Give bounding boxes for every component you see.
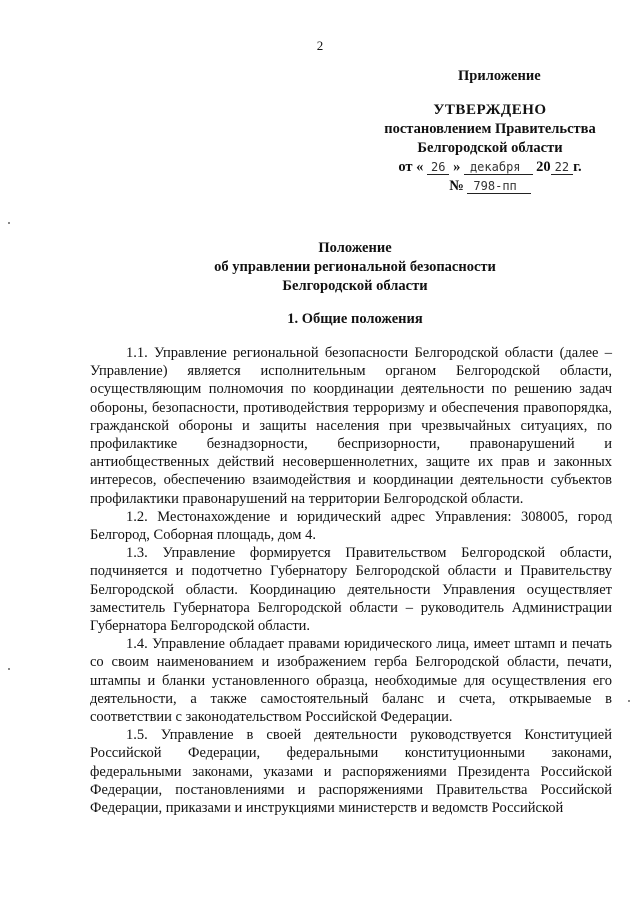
number-prefix: №	[449, 178, 464, 194]
approval-number	[370, 177, 610, 196]
date-year-end: г.	[573, 159, 582, 175]
scan-speck	[628, 700, 630, 702]
title-line-2: об управлении региональной безопасности	[214, 259, 496, 275]
scan-speck	[8, 222, 10, 224]
approval-line-1: постановлением Правительства	[384, 121, 596, 137]
paragraph-1-5: 1.5. Управление в своей деятельности руководствуется Конституцией Российской Федерации, федеральными конституционными законами, федеральными законами, указами и распоряжениями Президента Российской Федерации, постановлениями и распоряжениями Правительства Российской Федерации, приказами и инструкциями министерств и ведомств Российской	[90, 727, 612, 817]
date-prefix: от «	[398, 159, 424, 175]
scan-speck	[8, 668, 10, 670]
date-year-suffix: 22	[551, 160, 573, 175]
date-mid: »	[453, 159, 461, 175]
document-body	[90, 344, 612, 817]
page-number: 2	[316, 38, 324, 53]
date-month: декабря	[464, 160, 533, 175]
approval-date	[370, 158, 610, 177]
title-line-1: Положение	[318, 240, 392, 256]
approval-block	[370, 101, 610, 196]
section-title: 1. Общие положения	[287, 311, 423, 327]
document-title	[0, 239, 640, 296]
title-line-3: Белгородской области	[282, 278, 428, 294]
date-day: 26	[427, 160, 449, 175]
paragraph-1-2: 1.2. Местонахождение и юридический адрес Управления: 308005, город Белгород, Соборная площадь, дом 4.	[90, 508, 612, 544]
date-year-prefix: 20	[536, 159, 551, 175]
paragraph-1-3: 1.3. Управление формируется Правительством Белгородской области, подчиняется и подотчетно Губернатору Белгородской области и Правительству Белгородской области. Координацию деятельности Управления осуществляет заместитель Губернатора Белгородской области – руководитель Администрации Губернатора Белгородской области.	[90, 545, 612, 635]
paragraph-1-1: 1.1. Управление региональной безопасности Белгородской области (далее – Управление) является исполнительным органом Белгородской области, осуществляющим полномочия по координации деятельности по решению задач обороны, безопасности, противодействия терроризму и обеспечения правопорядка, гражданской обороны и защиты населения при чрезвычайных ситуациях, по профилактике безнадзорности, беспризорности, правонарушений и антиобщественных действий несовершеннолетних, защите их прав и законных интересов, обеспечению взаимодействия и координации деятельности субъектов профилактики правонарушений на территории Белгородской области.	[90, 345, 612, 507]
number-value: 798-пп	[467, 179, 530, 194]
paragraph-1-4: 1.4. Управление обладает правами юридического лица, имеет штамп и печать со своим наименованием и изображением герба Белгородской области, печати, штампы и бланки установленного образца, необходимые для осуществления его деятельности, а также самостоятельный баланс и счета, открываемые в соответствии с законодательством Российской Федерации.	[90, 636, 612, 726]
appendix-label: Приложение	[458, 68, 541, 84]
approval-stamp: УТВЕРЖДЕНО	[433, 102, 547, 118]
approval-line-2: Белгородской области	[417, 140, 563, 156]
